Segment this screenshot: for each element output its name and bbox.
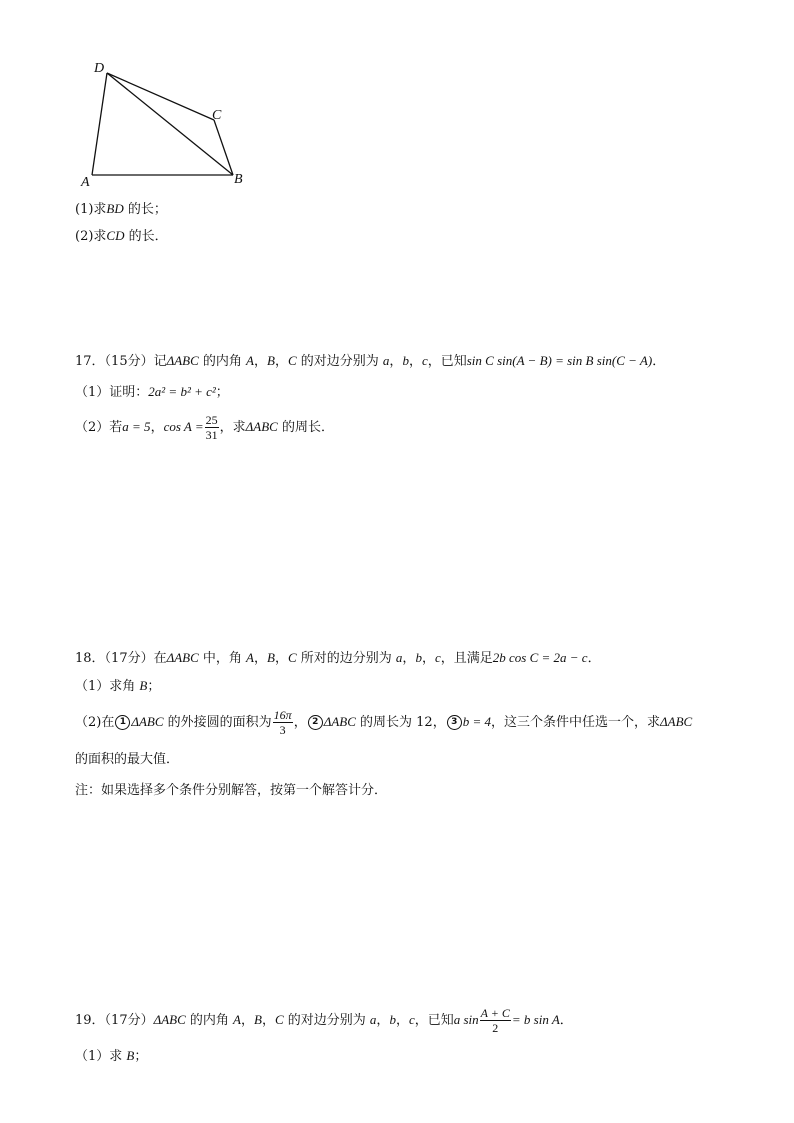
fraction-25-31: $\frac{25}{31}$ xyxy=(205,413,218,442)
p19-stem: 19．（17分）ΔABC 的内角 A，B，C 的对边分别为 a，b，c，已知a sin $\frac{A + C}{2}$ = b sin A． xyxy=(75,1006,573,1035)
label-b: B xyxy=(234,172,243,187)
p18-given-formula: 2b cos C = 2a − c xyxy=(492,650,588,665)
p16-q1: (1)求BD 的长； xyxy=(75,201,167,217)
p18-note: 注：如果选择多个条件分别解答，按第一个解答计分． xyxy=(75,783,388,798)
label-a: A xyxy=(81,175,90,190)
p16-q2: (2)求CD 的长． xyxy=(75,228,168,244)
edge-da xyxy=(92,73,107,175)
p18-q2: （2)在 1 ΔABC 的外接圆的面积为 $\frac{16\pi}{3}$ ， 2 ΔABC 的周长为 12， 3 b = 4，这三个条件中任选一个，求ΔABC xyxy=(75,708,693,737)
label-c: C xyxy=(212,108,222,123)
circled-number-2: 2 xyxy=(308,715,323,730)
p18-q1: （1）求角 B； xyxy=(75,678,161,694)
p19-q1: （1）求 B； xyxy=(75,1048,148,1064)
fraction-a-plus-c-over-2: $\frac{A + C}{2}$ xyxy=(480,1006,510,1035)
p17-q1: （1）证明：2a² = b² + c²； xyxy=(75,384,229,400)
fraction-16pi-3: $\frac{16\pi}{3}$ xyxy=(273,708,292,737)
diagonal-bd xyxy=(107,73,233,175)
quadrilateral-figure xyxy=(70,55,270,195)
p17-given-formula: sin C sin(A − B) = sin B sin(C − A) xyxy=(466,353,653,368)
circled-number-1: 1 xyxy=(115,715,130,730)
p17-q2: （2）若a = 5，cos A = $\frac{25}{31}$ ，求ΔABC 的周长． xyxy=(75,413,334,442)
p17-stem: 17．（15分）记ΔABC 的内角 A，B，C 的对边分别为 a，b，c，已知sin C sin(A − B) = sin B sin(C − A)． xyxy=(75,353,666,369)
p17-q1-formula: 2a² = b² + c² xyxy=(148,384,216,399)
label-d: D xyxy=(94,61,105,76)
p18-q2-continued: 的面积的最大值． xyxy=(75,752,180,767)
circled-number-3: 3 xyxy=(447,715,462,730)
edge-cd xyxy=(107,73,214,120)
p18-stem: 18．（17分）在ΔABC 中，角 A，B，C 所对的边分别为 a，b，c，且满足2b cos C = 2a − c． xyxy=(75,650,601,666)
